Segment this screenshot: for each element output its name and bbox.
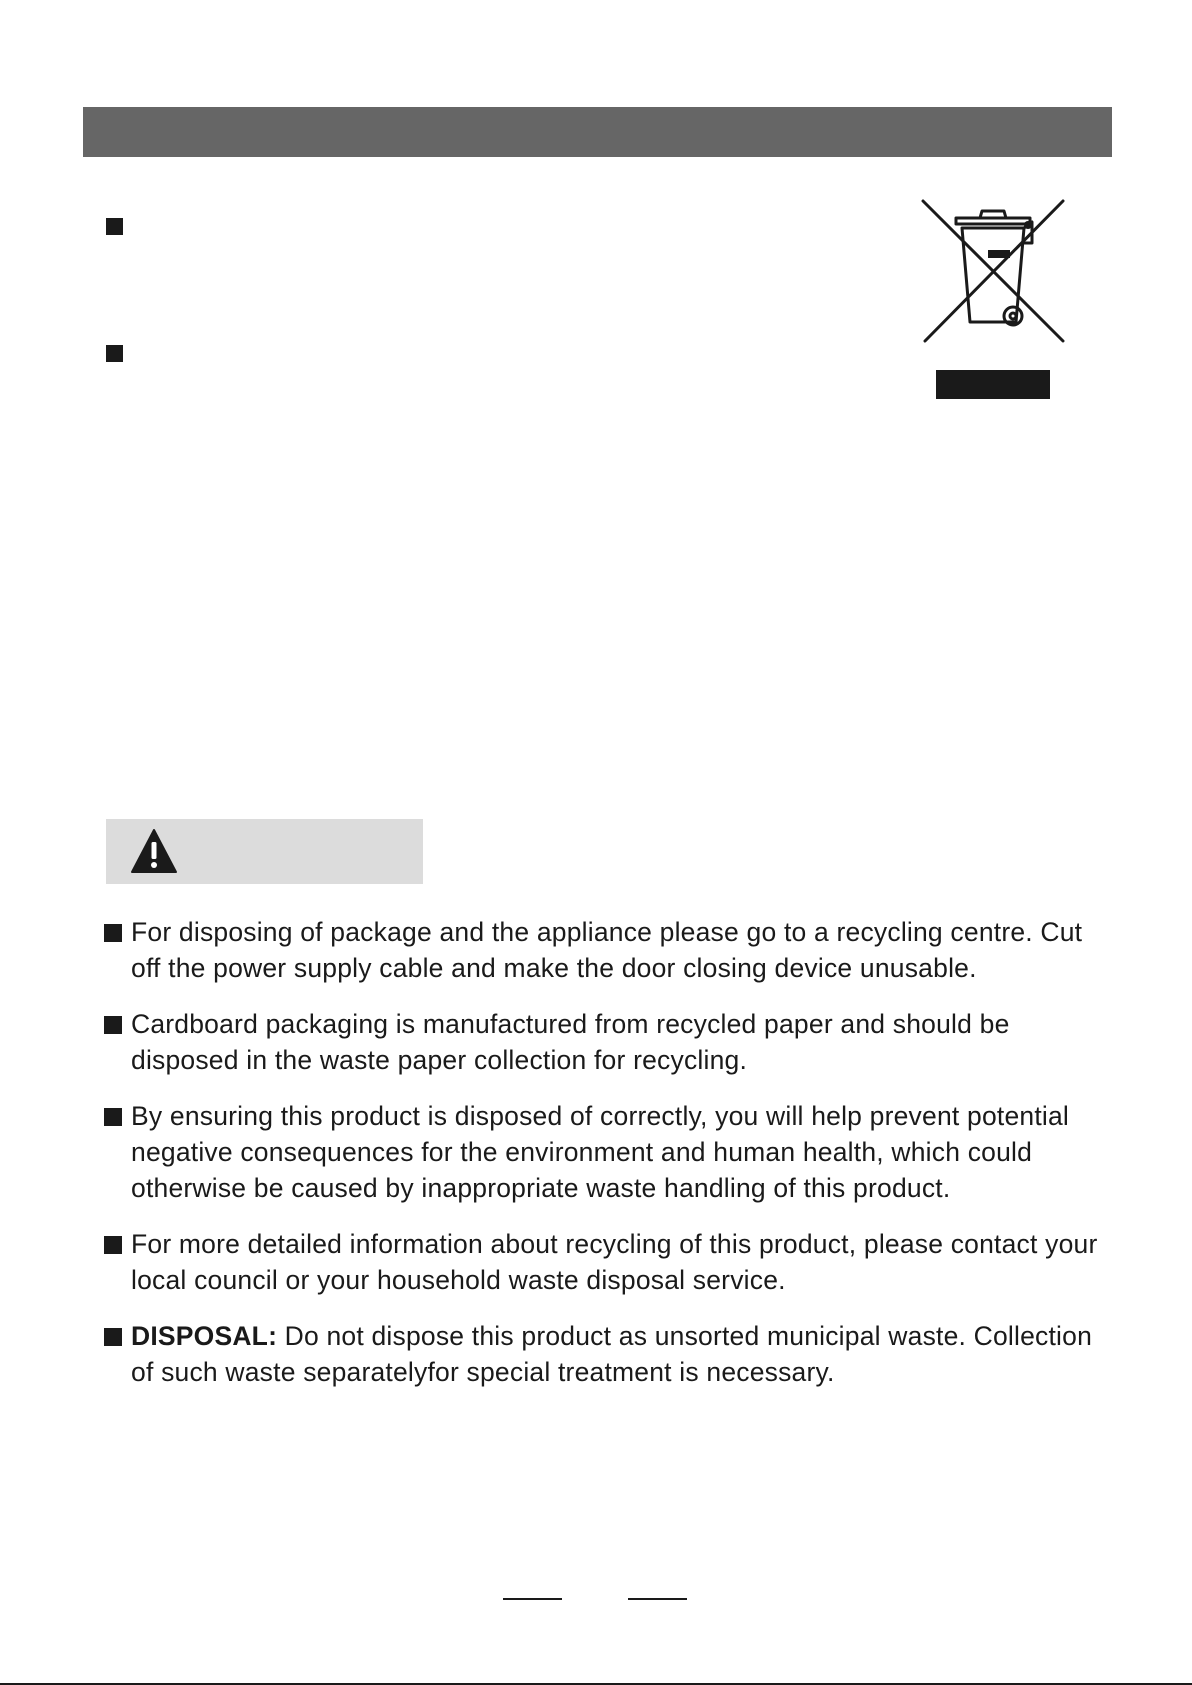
bullet-square bbox=[106, 218, 123, 235]
page-number-rule-right bbox=[628, 1598, 687, 1600]
list-item bbox=[104, 914, 1114, 986]
bullet-square bbox=[104, 1016, 122, 1034]
item-lead: DISPOSAL: bbox=[131, 1321, 278, 1351]
warning-header-box bbox=[106, 819, 423, 884]
item-text: For disposing of package and the appliance please go to a recycling centre. Cut off the power supply cable and make the door closing device unusable. bbox=[131, 917, 1083, 983]
warning-triangle-icon bbox=[130, 828, 178, 874]
list-item bbox=[104, 1098, 1114, 1206]
bullet-square bbox=[104, 1108, 122, 1126]
item-text: By ensuring this product is disposed of correctly, you will help prevent potential negative consequences for the environment and human health, which could otherwise be caused by inappropriate waste handling of this product. bbox=[131, 1101, 1069, 1203]
weee-bin-icon bbox=[920, 198, 1066, 344]
list-item bbox=[104, 1006, 1114, 1078]
page-number-rule-left bbox=[503, 1598, 562, 1600]
bullet-square bbox=[104, 1328, 122, 1346]
list-item bbox=[104, 1226, 1114, 1298]
item-text: Do not dispose this product as unsorted municipal waste. Collection of such waste separatelyfor special treatment is necessary. bbox=[131, 1321, 1093, 1387]
item-text: Cardboard packaging is manufactured from recycled paper and should be disposed in the waste paper collection for recycling. bbox=[131, 1009, 1010, 1075]
list-item bbox=[104, 1318, 1114, 1390]
item-text: For more detailed information about recycling of this product, please contact your local council or your household waste disposal service. bbox=[131, 1229, 1098, 1295]
bullet-square bbox=[104, 924, 122, 942]
weee-symbol-bar bbox=[936, 370, 1050, 399]
section-header-bar bbox=[83, 107, 1112, 157]
bullet-square bbox=[104, 1236, 122, 1254]
disposal-instructions-list bbox=[104, 914, 1114, 1410]
bullet-square bbox=[106, 345, 123, 362]
